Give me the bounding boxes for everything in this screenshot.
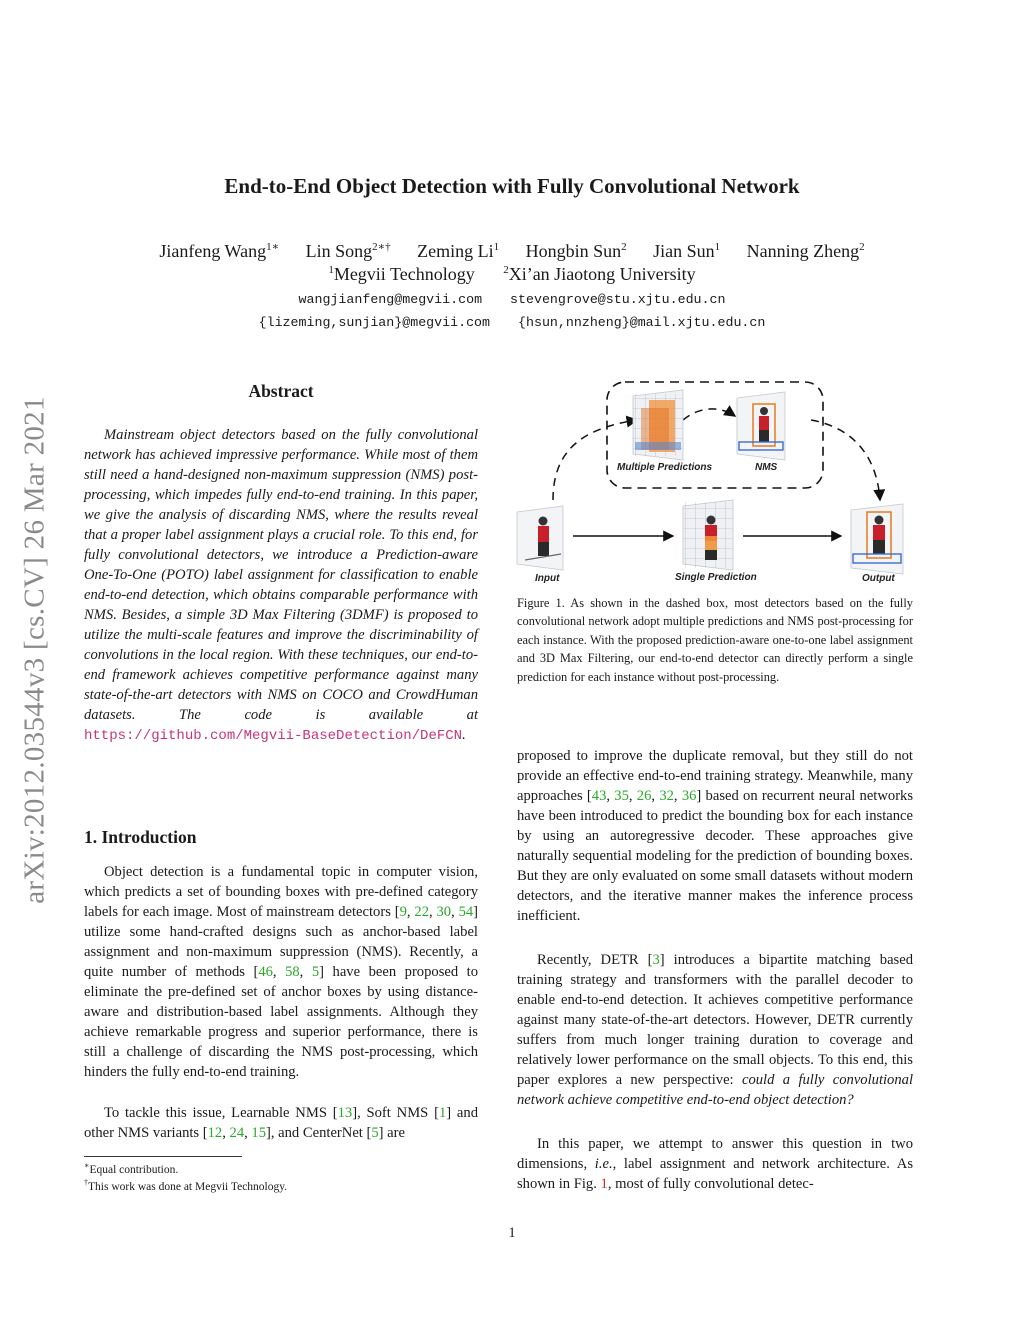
citation[interactable]: 35 xyxy=(614,788,629,804)
email: {lizeming,sunjian}@megvii.com xyxy=(258,315,491,330)
citation[interactable]: 3 xyxy=(652,952,660,968)
citation[interactable]: 30 xyxy=(436,904,452,920)
introduction-heading: 1. Introduction xyxy=(84,827,197,847)
label-input: Input xyxy=(535,573,560,584)
footnote: †This work was done at Megvii Technology. xyxy=(84,1178,288,1193)
citation[interactable]: 1 xyxy=(438,1105,447,1121)
author: Nanning Zheng$^2$ xyxy=(746,241,865,261)
affiliation: $^2$Xi’an Jiaotong University xyxy=(503,264,696,284)
body-paragraph: proposed to improve the duplicate removal, but they still do not provide an effective end-to-end training strategy. Meanwhile, many approaches [43, 35, 26, 32, 36] based on recurrent neural networks have been introduced to predict the bounding box for each instance by using an autoregressive decoder. These approaches give naturally sequential modeling for the prediction of bounding boxes. But they are only evaluated on some small datasets without modern detectors, and the iterative manner makes the inference process inefficient. xyxy=(517,748,914,924)
citation[interactable]: 13 xyxy=(337,1105,353,1121)
figure-1-diagram xyxy=(515,378,915,588)
citation[interactable]: 36 xyxy=(681,788,697,804)
abstract-body: Mainstream object detectors based on the fully convolutional network has achieved impressive performance. While most of them still need a hand-designed non-maximum suppression (NMS) post-processing, which impedes fully end-to-end training. In this paper, we give the analysis of discarding NMS, where the results reveal that a proper label assignment plays a crucial role. To this end, for fully convolutional detectors, we introduce a Prediction-aware One-To-One (POTO) label assignment for classification to enable end-to-end detection, which obtains comparable performance with NMS. Besides, a simple 3D Max Filtering (3DMF) is proposed to utilize the multi-scale features and improve the discriminability of convolutions in the local region. With these techniques, our end-to-end framework achieves competitive performance against many state-of-the-art detectors with NMS on COCO and CrowdHuman datasets. The code is available at https://github.com/Megvii-BaseDetection/DeFCN. xyxy=(84,427,478,744)
author: Zeming Li$^1$ xyxy=(417,241,500,261)
citation[interactable]: 22 xyxy=(414,904,429,920)
abstract-heading: Abstract xyxy=(248,381,314,401)
intro-paragraph-1: Object detection is a fundamental topic in computer vision, which predicts a set of bounding boxes with pre-defined category labels for each image. Most of mainstream detectors [9, 22, 30, 54] utilize some hand-crafted designs such as anchor-based label assignment and non-maximum suppression (NMS). Recently, a quite number of methods [46, 58, 5] have been proposed to eliminate the pre-defined set of anchor boxes by using distance-aware and distribution-based label assignments. Although they achieve remarkable progress and superior performance, there is still a challenge of discarding the NMS post-processing, which hinders the fully end-to-end training. xyxy=(84,864,479,1080)
dashed-arrow-mid xyxy=(683,409,735,420)
input-image xyxy=(517,506,563,570)
footnote-divider xyxy=(84,1156,242,1157)
label-output: Output xyxy=(862,573,895,584)
body-paragraph: Recently, DETR [3] introduces a bipartite matching based training strategy and transformers with the parallel decoder to enable end-to-end detection. It achieves competitive performance against many state-of-the-art detectors. However, DETR currently suffers from much longer training duration to coverage and relatively lower performance on the small objects. To this end, this paper explores a new perspective: could a fully convolutional network achieve competitive end-to-end object detection? xyxy=(517,952,914,1108)
citation[interactable]: 24 xyxy=(229,1125,245,1141)
email: wangjianfeng@megvii.com xyxy=(298,292,483,307)
author: Lin Song$^{2∗\dagger}$ xyxy=(305,241,391,261)
figure-reference[interactable]: 1 xyxy=(600,1176,608,1192)
citation[interactable]: 32 xyxy=(659,788,674,804)
single-prediction-image xyxy=(683,500,733,570)
dashed-arrow-out xyxy=(811,420,880,500)
citation[interactable]: 43 xyxy=(591,788,607,804)
nms-image xyxy=(737,392,785,460)
affiliation-list xyxy=(0,264,1024,285)
arxiv-sidebar xyxy=(10,350,60,950)
figure-1-caption: Figure 1. As shown in the dashed box, most detectors based on the fully convolutional network adopt multiple predictions and NMS post-processing for each instance. With the proposed prediction-aware one-to-one label assignment and 3D Max Filtering, our end-to-end detector can directly perform a single prediction for each instance without post-processing. xyxy=(517,596,913,684)
paper-title: End-to-End Object Detection with Fully Convolutional Network xyxy=(224,174,800,198)
label-single-prediction: Single Prediction xyxy=(675,572,757,583)
citation[interactable]: 54 xyxy=(458,904,474,920)
author: Jian Sun$^1$ xyxy=(653,241,721,261)
citation[interactable]: 26 xyxy=(636,788,652,804)
citation[interactable]: 9 xyxy=(399,904,407,920)
multiple-predictions-image xyxy=(633,390,683,460)
body-paragraph: In this paper, we attempt to answer this question in two dimensions, i.e., label assignment and network architecture. As shown in Fig. 1, most of fully convolutional detec- xyxy=(517,1136,913,1192)
citation[interactable]: 46 xyxy=(258,964,273,980)
output-image xyxy=(851,504,903,574)
affiliation: $^1$Megvii Technology xyxy=(328,264,475,284)
label-nms: NMS xyxy=(755,462,778,473)
email-row xyxy=(0,315,1024,330)
author: Jianfeng Wang$^{1∗}$ xyxy=(159,241,280,261)
page-number: 1 xyxy=(508,1225,516,1241)
citation[interactable]: 58 xyxy=(285,964,300,980)
author-list xyxy=(0,240,1024,262)
label-multiple-predictions: Multiple Predictions xyxy=(617,462,713,473)
email: stevengrove@stu.xjtu.edu.cn xyxy=(510,292,726,307)
arxiv-identifier: arXiv:2012.03544v3 [cs.CV] 26 Mar 2021 xyxy=(18,396,51,904)
citation[interactable]: 5 xyxy=(371,1125,379,1141)
email-row xyxy=(0,292,1024,307)
citation[interactable]: 12 xyxy=(207,1125,223,1141)
citation[interactable]: 15 xyxy=(251,1125,266,1141)
email: {hsun,nnzheng}@mail.xjtu.edu.cn xyxy=(518,315,766,330)
footnote: ∗Equal contribution. xyxy=(84,1161,179,1176)
citation[interactable]: 5 xyxy=(311,964,320,980)
code-link[interactable]: https://github.com/Megvii-BaseDetection/DeFCN xyxy=(84,728,463,744)
intro-paragraph-2: To tackle this issue, Learnable NMS [13], Soft NMS [1] and other NMS variants [12, 24, 15], and CenterNet [5] are xyxy=(84,1105,478,1141)
author: Hongbin Sun$^2$ xyxy=(525,241,627,261)
